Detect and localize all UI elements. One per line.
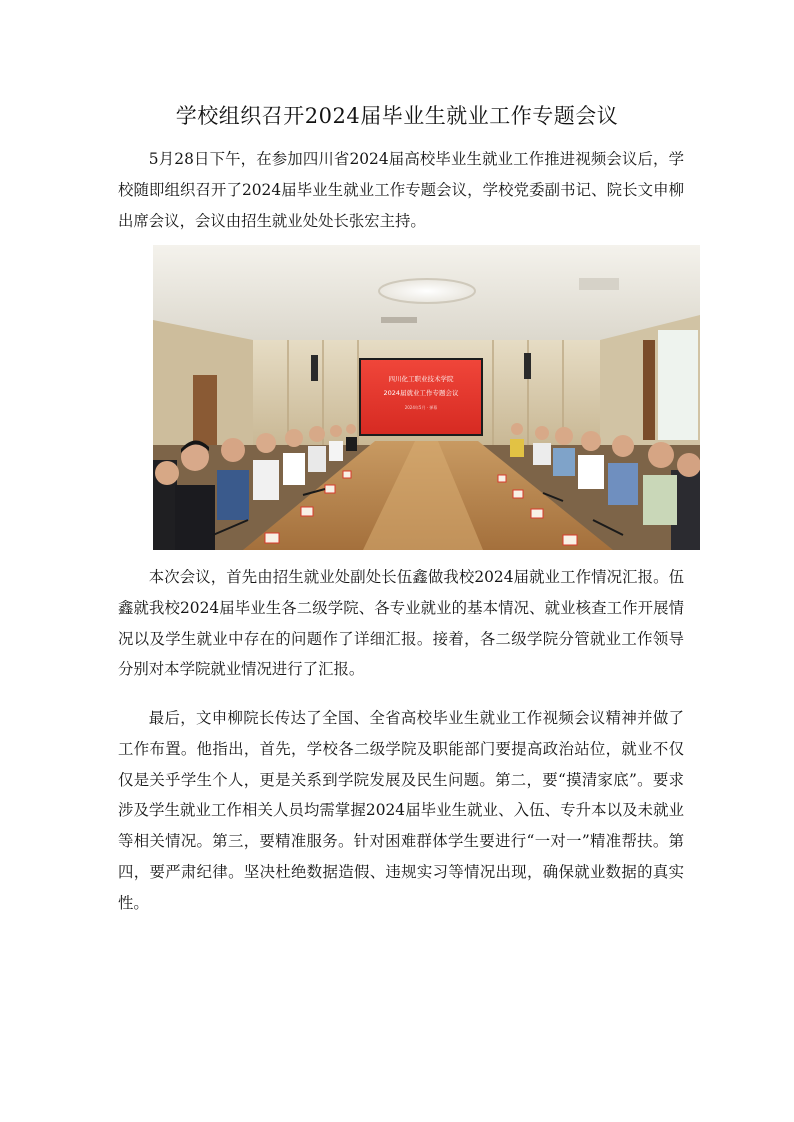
paragraph-report: 本次会议，首先由招生就业处副处长伍鑫做我校2024届就业工作情况汇报。伍鑫就我校2024届毕业生各二级学院、各专业就业的基本情况、就业核查工作开展情况以及学生就业中存在的问题作了详细汇报。接着，各二级学院分管就业工作领导分别对本学院就业情况进行了汇报。: [118, 568, 684, 679]
paragraph-conclusion: 最后，文申柳院长传达了全国、全省高校毕业生就业工作视频会议精神并做了工作布置。他指出，首先，学校各二级学院及职能部门要提高政治站位，就业不仅仅是关乎学生个人，更是关系到学院发展及民生问题。第二，要“摸清家底”。要求涉及学生就业工作相关人员均需掌握2024届毕业生就业、入伍、专升本以及未就业等相关情况。第三，要精准服务。针对困难群体学生要进行“一对一”精准帮扶。第四，要严肃纪律。坚决杜绝数据造假、违规实习等情况出现，确保就业数据的真实性。: [118, 709, 684, 912]
meeting-photo: [153, 245, 700, 550]
screen-meeting-name: 2024届就业工作专题会议: [383, 389, 459, 397]
document-title: 学校组织召开2024届毕业生就业工作专题会议: [175, 104, 619, 128]
screen-school-name: 四川化工职业技术学院: [388, 375, 454, 383]
screen-date: 2024年5月 · 弹幕: [404, 405, 438, 410]
paragraph-intro: 5月28日下午，在参加四川省2024届高校毕业生就业工作推进视频会议后，学校随即组织召开了2024届毕业生就业工作专题会议，学校党委副书记、院长文申柳出席会议，会议由招生就业处处长张宏主持。: [118, 150, 684, 230]
